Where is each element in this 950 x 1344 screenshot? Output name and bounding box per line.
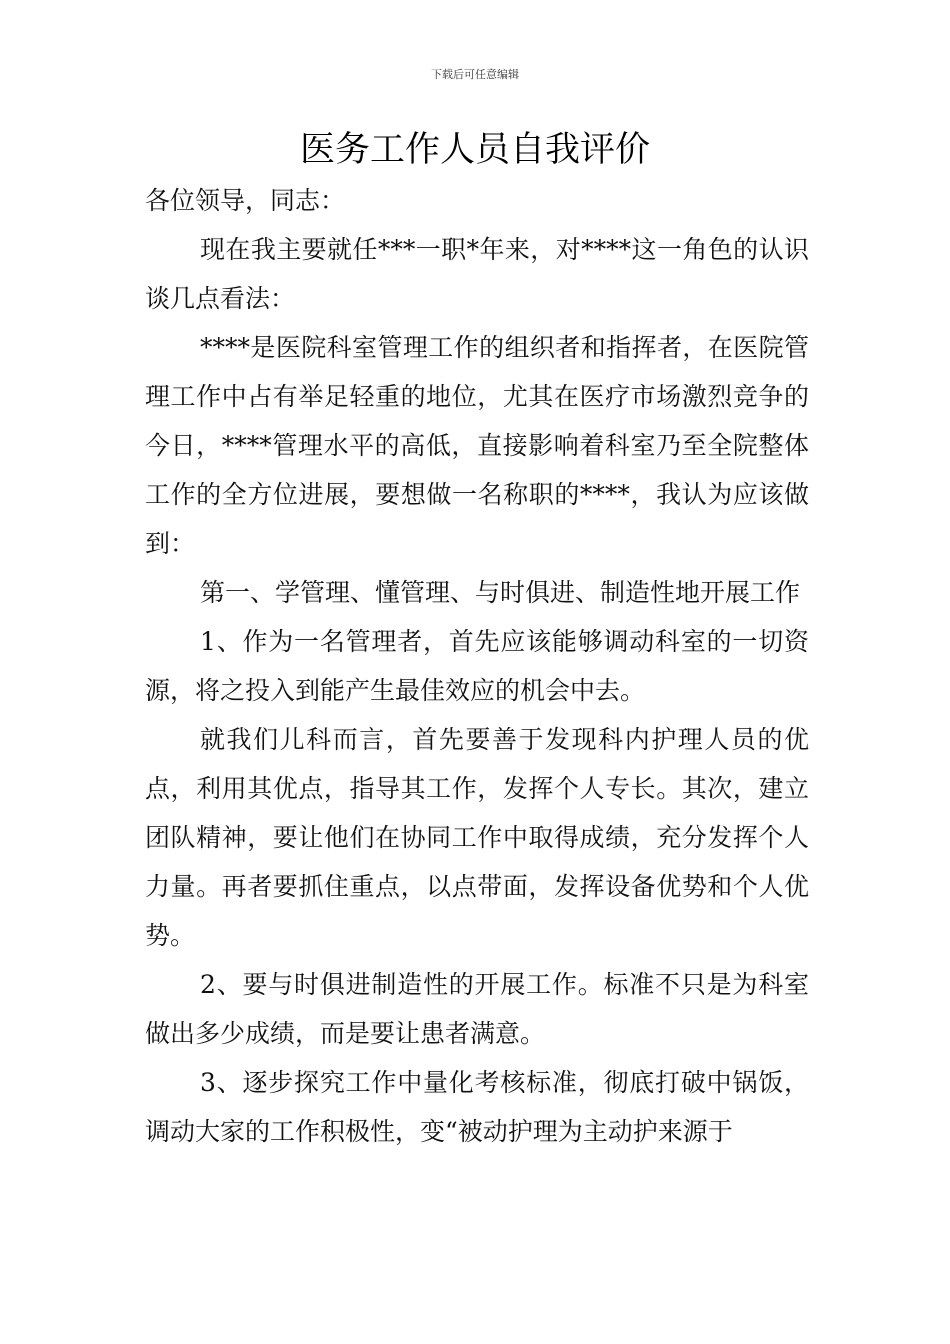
header-note: 下载后可任意编辑 [431,68,519,81]
document-body [145,176,809,1156]
document-title: 医务工作人员自我评价 [299,130,650,170]
section-heading-first: 第一、学管理、懂管理、与时俱进、制造性地开展工作 [200,578,801,607]
paragraph-point-1: 1、作为一名管理者，首先应该能够调动科室的一切资源，将之投入到能产生最佳效应的机会中去。 [145,627,809,705]
salutation: 各位领导，同志： [145,186,346,215]
paragraph-intro: 现在我主要就任***一职*年来，对****这一角色的认识谈几点看法： [145,235,809,313]
paragraph-role: ****是医院科室管理工作的组织者和指挥者，在医院管理工作中占有举足轻重的地位，尤其在医疗市场激烈竞争的今日，****管理水平的高低，直接影响着科室乃至全院整体工作的全方位进展，要想做一名称职的****，我认为应该做到： [145,333,809,558]
paragraph-point-2: 2、要与时俱进制造性的开展工作。标准不只是为科室做出多少成绩，而是要让患者满意。 [145,970,809,1048]
paragraph-pediatrics: 就我们儿科而言，首先要善于发现科内护理人员的优点，利用其优点，指导其工作，发挥个人专长。其次，建立团队精神，要让他们在协同工作中取得成绩，充分发挥个人力量。再者要抓住重点，以点带面，发挥设备优势和个人优势。 [145,725,809,950]
paragraph-point-3: 3、逐步探究工作中量化考核标准，彻底打破中锅饭，调动大家的工作积极性，变“被动护理为主动护来源于 [145,1068,809,1146]
